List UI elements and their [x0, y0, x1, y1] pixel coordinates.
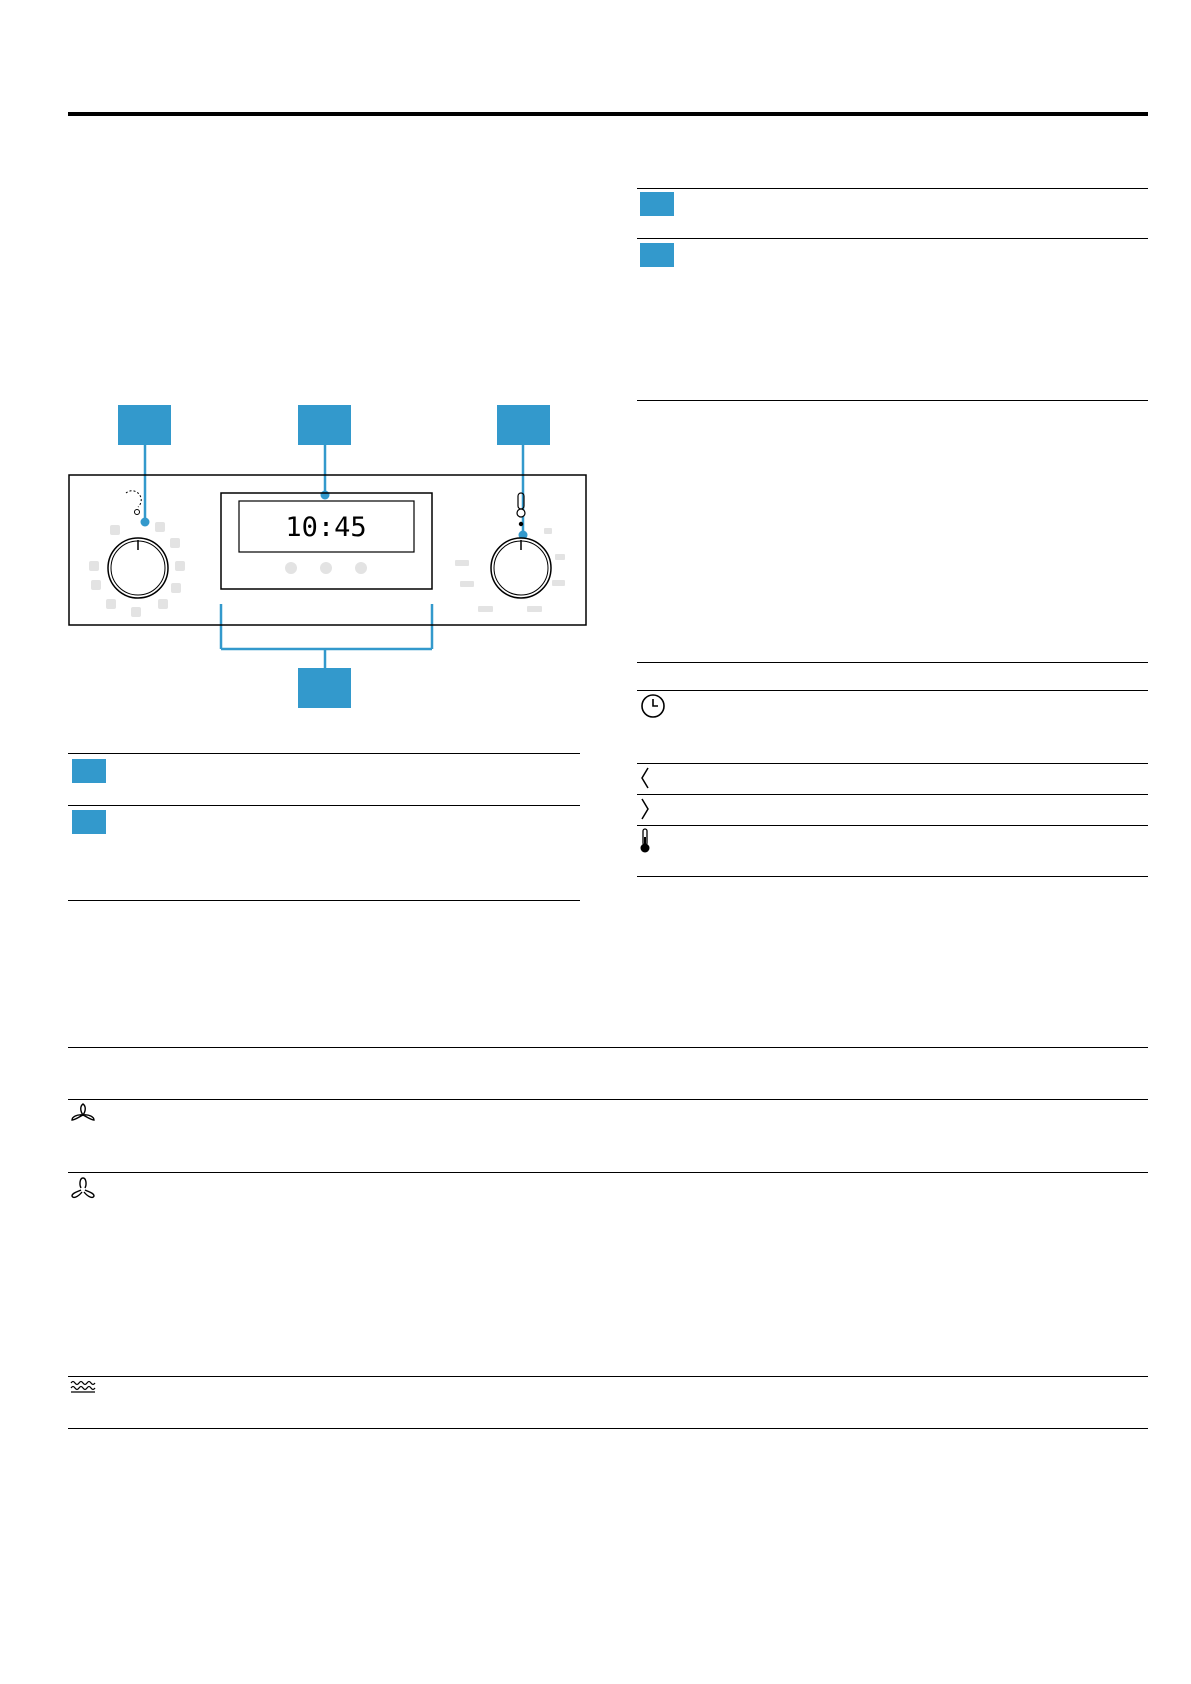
- right-table-rule-top: [637, 188, 1148, 189]
- header-rule: [68, 112, 1148, 116]
- symbol-table-rule-3: [637, 794, 1148, 795]
- bottom-table-rule-header: [68, 1099, 1148, 1100]
- touch-button-2: [320, 562, 332, 574]
- left-table-badge-2: [72, 810, 106, 834]
- right-table-badge-2: [640, 243, 674, 267]
- light-dots-icon: [126, 491, 141, 507]
- lcd-time: 10:45: [285, 512, 367, 543]
- control-panel-diagram: [68, 400, 588, 710]
- left-table-rule-top: [68, 753, 580, 754]
- left-table-badge-1: [72, 759, 106, 783]
- bottom-table-rule-top: [68, 1047, 1148, 1048]
- bottom-table-rule-bottom: [68, 1428, 1148, 1429]
- bottom-table-rule-2: [68, 1172, 1148, 1173]
- left-table-rule-mid: [68, 805, 580, 806]
- thermometer-icon: [517, 493, 525, 517]
- callout-badge-buttons: [298, 668, 351, 708]
- function-selector-knob: [108, 538, 168, 598]
- symbol-table-rule-header: [637, 690, 1148, 691]
- symbol-table-rule-4: [637, 825, 1148, 826]
- right-table-badge-1: [640, 192, 674, 216]
- touch-button-3: [355, 562, 367, 574]
- temperature-selector-knob: [491, 538, 551, 598]
- chevron-left-icon: [638, 765, 652, 791]
- symbol-table-rule-bottom: [637, 876, 1148, 877]
- thermometer-icon: [638, 827, 652, 855]
- steam-waves-icon: [69, 1379, 97, 1395]
- control-panel-figure: [68, 400, 588, 710]
- symbol-table-rule-2: [637, 763, 1148, 764]
- callout-badge-temperature: [497, 405, 550, 445]
- left-table-rule-bottom: [68, 900, 580, 901]
- fan-ring-icon: [69, 1175, 97, 1203]
- bottom-table-rule-3: [68, 1376, 1148, 1377]
- touch-button-1: [285, 562, 297, 574]
- callout-badge-display: [298, 405, 351, 445]
- fan-icon: [69, 1102, 97, 1128]
- right-table-rule-3: [637, 400, 1148, 401]
- symbol-table-rule-top: [637, 662, 1148, 663]
- right-table-rule-2: [637, 238, 1148, 239]
- chevron-right-icon: [638, 796, 652, 822]
- clock-icon: [640, 693, 666, 719]
- callout-badge-selector: [118, 405, 171, 445]
